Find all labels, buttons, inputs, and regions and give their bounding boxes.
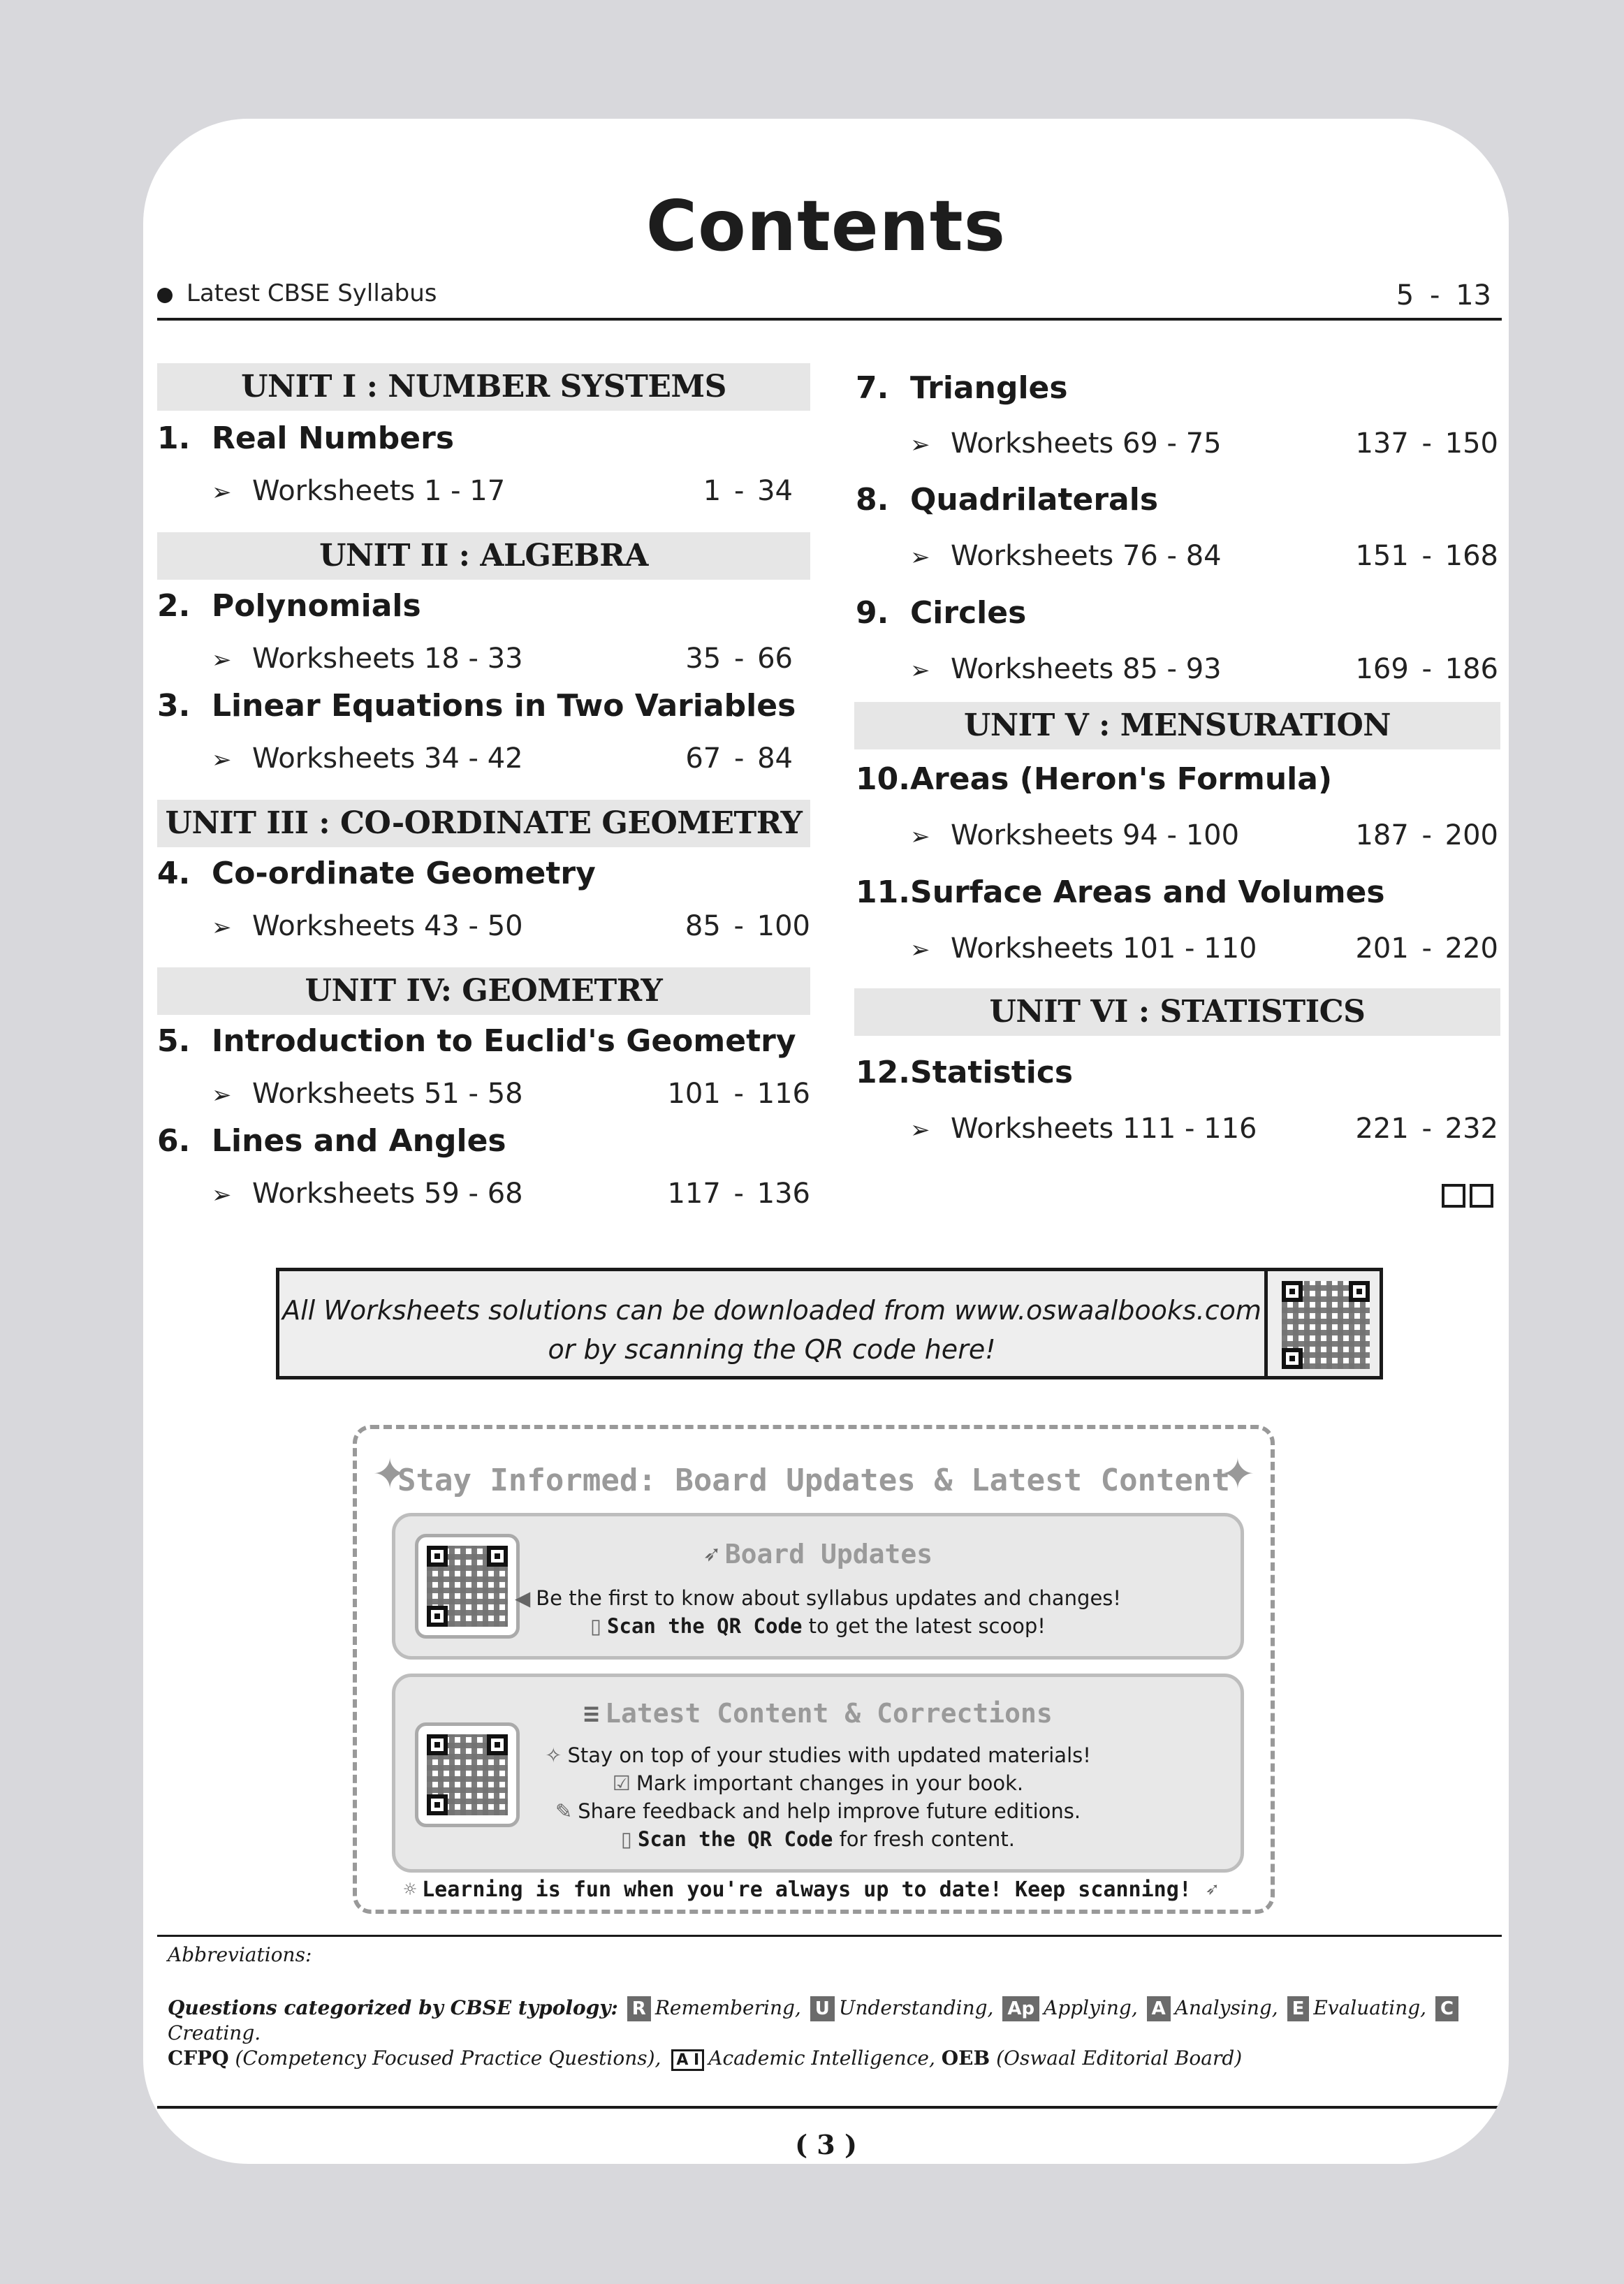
pages-12: 221 - 232: [1355, 1113, 1498, 1145]
arrow-icon: ➢: [910, 543, 930, 571]
unit-heading-6: UNIT VI : STATISTICS: [854, 988, 1500, 1036]
rocket-icon: ➶: [1205, 1877, 1218, 1902]
download-box: [276, 1268, 1383, 1379]
worksheets-11[interactable]: ➢ Worksheets 101 - 110: [910, 932, 1257, 965]
worksheets-7[interactable]: ➢ Worksheets 69 - 75: [910, 427, 1222, 460]
unit-heading-2: UNIT II : ALGEBRA: [157, 532, 810, 580]
pages-11: 201 - 220: [1355, 932, 1498, 965]
arrow-icon: ➢: [212, 914, 232, 942]
pages-7: 137 - 150: [1355, 427, 1498, 460]
arrow-icon: ➢: [910, 431, 930, 459]
sparkle-icon: ✧: [545, 1743, 562, 1767]
latest-content-line-3: ✎ Share feedback and help improve future editions.: [555, 1799, 1081, 1823]
latest-content-heading: ≡ Latest Content & Corrections: [583, 1698, 1053, 1729]
pages-9: 169 - 186: [1355, 653, 1498, 685]
worksheets-1[interactable]: ➢ Worksheets 1 - 17: [212, 475, 506, 507]
latest-content-line-4: ▯ Scan the QR Code for fresh content.: [621, 1827, 1015, 1851]
pages-10: 187 - 200: [1355, 819, 1498, 851]
badge-understanding: U: [810, 1996, 835, 2021]
worksheets-8[interactable]: ➢ Worksheets 76 - 84: [910, 540, 1222, 572]
learning-footer: ☼ Learning is fun when you're always up to date! Keep scanning! ➶: [404, 1877, 1218, 1902]
worksheets-6[interactable]: ➢ Worksheets 59 - 68: [212, 1178, 523, 1210]
worksheets-9[interactable]: ➢ Worksheets 85 - 93: [910, 653, 1222, 685]
arrow-icon: ➢: [910, 657, 930, 685]
pages-6: 117 - 136: [667, 1178, 810, 1210]
arrow-icon: ➢: [212, 746, 232, 774]
board-updates-line-1: ◀ Be the first to know about syllabus updates and changes!: [514, 1586, 1122, 1610]
badge-analysing: A: [1147, 1996, 1171, 2021]
arrow-icon: ➢: [212, 1081, 232, 1109]
party-popper-icon: ✦: [1220, 1450, 1255, 1499]
pages-4: 85 - 100: [685, 910, 810, 942]
pages-1: 1 - 34: [703, 475, 793, 507]
chapter-7[interactable]: 7. Triangles: [856, 370, 1068, 406]
megaphone-icon: ◀: [514, 1586, 531, 1610]
cfpq-line: CFPQ (Competency Focused Practice Questions), A I Academic Intelligence, OEB (Oswaal Editorial Board): [168, 2047, 1243, 2070]
pages-5: 101 - 116: [667, 1078, 810, 1110]
phone-icon: ▯: [590, 1614, 602, 1638]
chapter-1[interactable]: 1. Real Numbers: [157, 420, 455, 456]
rocket-icon: ➶: [703, 1539, 719, 1569]
lightbulb-icon: ☼: [404, 1877, 417, 1902]
worksheets-4[interactable]: ➢ Worksheets 43 - 50: [212, 910, 523, 942]
page-title: Contents: [645, 185, 1007, 267]
end-mark-icon: [1438, 1184, 1493, 1210]
arrow-icon: ➢: [910, 823, 930, 851]
board-updates-card: [392, 1513, 1244, 1660]
worksheets-5[interactable]: ➢ Worksheets 51 - 58: [212, 1078, 523, 1110]
chapter-10[interactable]: 10.Areas (Heron's Formula): [856, 761, 1333, 797]
divider: [1264, 1271, 1268, 1376]
divider: [157, 1935, 1502, 1937]
divider: [157, 2106, 1502, 2109]
pages-2: 35 - 66: [685, 643, 793, 675]
worksheets-2[interactable]: ➢ Worksheets 18 - 33: [212, 643, 523, 675]
phone-icon: ▯: [621, 1827, 632, 1851]
arrow-icon: ➢: [910, 1116, 930, 1144]
bullet-dot-icon: [157, 288, 173, 303]
qr-code-icon[interactable]: [1282, 1281, 1370, 1369]
download-line-1[interactable]: All Worksheets solutions can be downloaded from www.oswaalbooks.com: [282, 1295, 1261, 1326]
divider: [157, 318, 1502, 321]
chapter-8[interactable]: 8. Quadrilaterals: [856, 482, 1159, 518]
arrow-icon: ➢: [212, 646, 232, 674]
syllabus-pages: 5 - 13: [1396, 279, 1491, 312]
books-icon: ≡: [583, 1698, 600, 1729]
syllabus-row: [157, 279, 1491, 314]
checkbox-icon: ☑: [612, 1771, 631, 1795]
unit-heading-5: UNIT V : MENSURATION: [854, 702, 1500, 749]
chapter-4[interactable]: 4. Co-ordinate Geometry: [157, 856, 596, 891]
pencil-icon: ✎: [555, 1799, 573, 1823]
chapter-5[interactable]: 5. Introduction to Euclid's Geometry: [157, 1023, 796, 1059]
download-text: [279, 1291, 1264, 1369]
board-updates-heading: ➶ Board Updates: [703, 1539, 933, 1569]
badge-creating: C: [1435, 1996, 1458, 2021]
badge-applying: Ap: [1002, 1996, 1039, 2021]
unit-heading-3: UNIT III : CO-ORDINATE GEOMETRY: [157, 800, 810, 847]
chapter-9[interactable]: 9. Circles: [856, 595, 1027, 631]
latest-content-card: [392, 1674, 1244, 1873]
chapter-11[interactable]: 11.Surface Areas and Volumes: [856, 874, 1385, 910]
badge-evaluating: E: [1287, 1996, 1310, 2021]
worksheets-10[interactable]: ➢ Worksheets 94 - 100: [910, 819, 1240, 851]
board-updates-line-2: ▯ Scan the QR Code to get the latest scoop!: [590, 1614, 1046, 1638]
party-popper-icon: ✦: [372, 1450, 408, 1499]
syllabus-label: Latest CBSE Syllabus: [186, 279, 437, 307]
unit-heading-1: UNIT I : NUMBER SYSTEMS: [157, 363, 810, 411]
chapter-3[interactable]: 3. Linear Equations in Two Variables: [157, 688, 796, 724]
chapter-6[interactable]: 6. Lines and Angles: [157, 1123, 506, 1159]
typology-line: Questions categorized by CBSE typology: R Remembering, U Understanding, Ap Applying, A Analysing, E Evaluating, CCreating.: [168, 1996, 1509, 2044]
pages-8: 151 - 168: [1355, 540, 1498, 572]
worksheets-12[interactable]: ➢ Worksheets 111 - 116: [910, 1113, 1257, 1145]
arrow-icon: ➢: [212, 1181, 232, 1209]
stay-informed-box: [353, 1425, 1275, 1914]
download-line-2: or by scanning the QR code here!: [548, 1334, 996, 1365]
unit-heading-4: UNIT IV: GEOMETRY: [157, 967, 810, 1015]
stay-informed-title: Stay Informed: Board Updates & Latest Content: [397, 1463, 1231, 1498]
arrow-icon: ➢: [910, 936, 930, 964]
abbreviations-title: Abbreviations:: [168, 1943, 312, 1966]
ai-badge-icon: A I: [671, 2049, 704, 2071]
arrow-icon: ➢: [212, 478, 232, 506]
chapter-12[interactable]: 12.Statistics: [856, 1055, 1074, 1090]
badge-remembering: R: [627, 1996, 651, 2021]
pages-3: 67 - 84: [685, 742, 793, 775]
worksheets-3[interactable]: ➢ Worksheets 34 - 42: [212, 742, 523, 775]
latest-content-line-1: ✧ Stay on top of your studies with updated materials!: [545, 1743, 1091, 1767]
page-number: ( 3 ): [795, 2129, 857, 2160]
contents-page: [143, 119, 1509, 2164]
chapter-2[interactable]: 2. Polynomials: [157, 588, 421, 624]
latest-content-line-2: ☑ Mark important changes in your book.: [612, 1771, 1024, 1795]
